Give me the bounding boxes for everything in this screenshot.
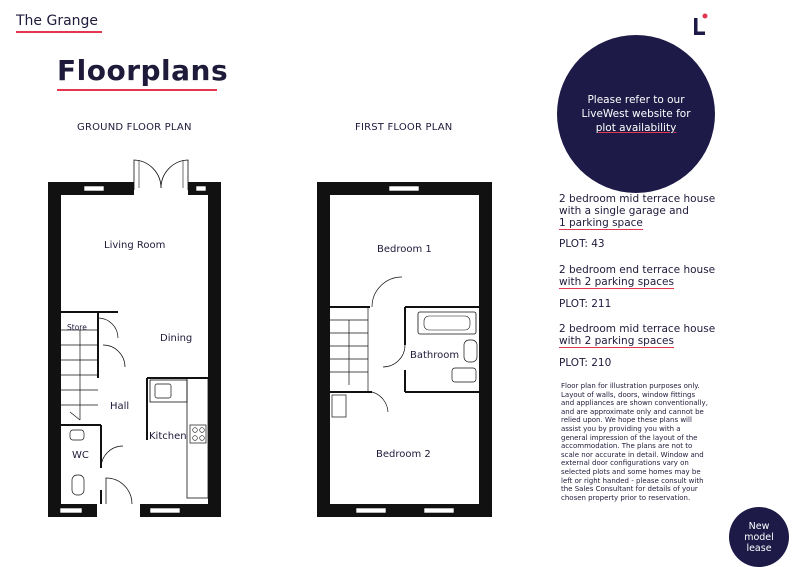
property-1-line-3: 1 parking space — [559, 217, 643, 229]
badge-line-2: model — [744, 531, 774, 543]
property-2-line-1: 2 bedroom end terrace house — [559, 264, 716, 276]
plot-number-3: PLOT: 210 — [559, 357, 612, 369]
first-floor-label: FIRST FLOOR PLAN — [355, 122, 453, 133]
availability-line-1: Please refer to our — [587, 94, 685, 106]
room-label-dining: Dining — [160, 333, 193, 344]
room-label-bedroom-2: Bedroom 2 — [376, 449, 431, 460]
property-type-1 — [559, 193, 759, 229]
property-3-line-2: with 2 parking spaces — [559, 335, 674, 347]
room-label-store: Store — [67, 323, 87, 332]
badge-line-1: New — [748, 520, 770, 532]
ground-floor-label: GROUND FLOOR PLAN — [77, 122, 192, 133]
property-1-line-2: with a single garage and — [559, 205, 689, 217]
livewest-logo-icon — [692, 12, 712, 38]
availability-circle — [557, 35, 715, 193]
room-label-wc: WC — [72, 450, 89, 461]
plot-number-2: PLOT: 211 — [559, 298, 612, 310]
room-label-bedroom-1: Bedroom 1 — [377, 244, 432, 255]
first-floor-plan — [317, 182, 492, 517]
page-title: Floorplans — [57, 54, 229, 87]
property-1-line-1: 2 bedroom mid terrace house — [559, 193, 716, 205]
plot-number-1: PLOT: 43 — [559, 238, 605, 250]
room-label-bathroom: Bathroom — [410, 350, 460, 361]
availability-link[interactable]: plot availability — [595, 122, 677, 134]
property-type-3 — [559, 323, 759, 347]
badge-line-3: lease — [746, 542, 772, 554]
room-label-living-room: Living Room — [104, 240, 166, 251]
disclaimer-text: Floor plan for illustration purposes only. Layout of walls, doors, window fittings and appliances are shown conventionally, and are approximate only and cannot be relied upon. We hope these plans will assist you by providing you with a general impression of the layout of the accommodation. The plans are not to scale nor accurate in detail. Window and external door configurations vary on selected plots and some homes may be left or right handed - please consult with the Sales Consultant for details of your chosen property prior to reservation. — [561, 382, 708, 502]
development-name: The Grange — [16, 13, 99, 29]
property-3-line-1: 2 bedroom mid terrace house — [559, 323, 716, 335]
new-model-lease-badge — [729, 507, 789, 567]
ground-floor-plan — [48, 160, 221, 517]
availability-line-2: LiveWest website for — [581, 108, 691, 120]
room-label-hall: Hall — [110, 401, 130, 412]
property-2-line-2: with 2 parking spaces — [559, 276, 674, 288]
room-label-kitchen: Kitchen — [149, 431, 187, 442]
property-type-2 — [559, 264, 759, 288]
